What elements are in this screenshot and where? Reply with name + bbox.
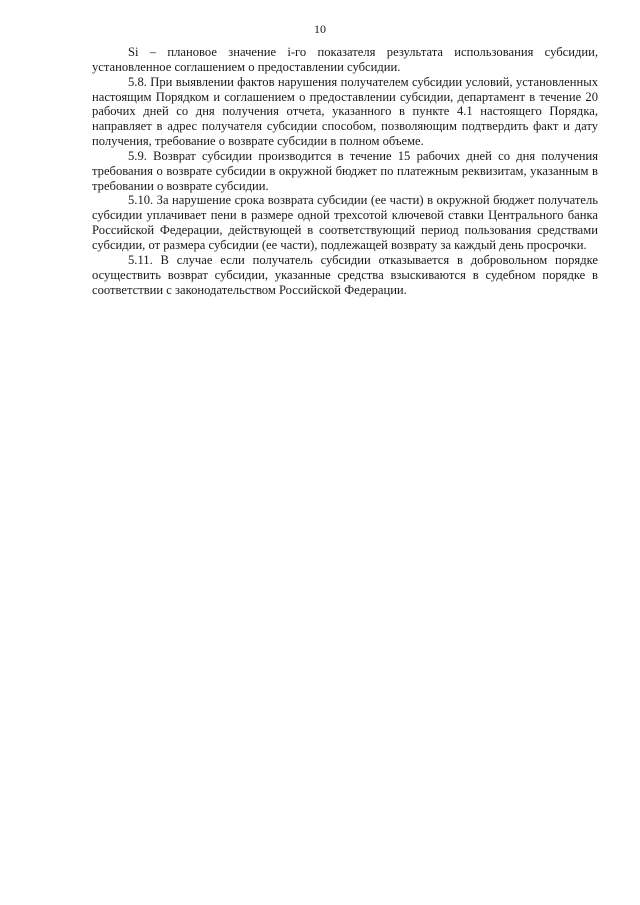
paragraph-5-10: 5.10. За нарушение срока возврата субсидии (ее части) в окружной бюджет получатель субсидии уплачивает пени в размере одной трехсотой ключевой ставки Центрального банка Российской Федерации, действующей в соответствующий период пользования средствами субсидии, от размера субсидии (ее части), подлежащей возврату за каждый день просрочки. <box>92 193 598 252</box>
page-number: 10 <box>314 22 326 36</box>
paragraph-5-8: 5.8. При выявлении фактов нарушения получателем субсидии условий, установленных настоящим Порядком и соглашением о предоставлении субсидии, департамент в течение 20 рабочих дней со дня получения отчета, указанного в пункте 4.1 настоящего Порядка, направляет в адрес получателя субсидии способом, позволяющим подтвердить факт и дату получения, требование о возврате субсидии в полном объеме. <box>92 74 598 149</box>
paragraph-si-definition: Si – плановое значение i-го показателя результата использования субсидии, установленное соглашением о предоставлении субсидии. <box>92 45 598 74</box>
paragraph-5-11: 5.11. В случае если получатель субсидии отказывается в добровольном порядке осуществить возврат субсидии, указанные средства взыскиваются в судебном порядке в соответствии с законодательством Российской Федерации. <box>92 252 598 297</box>
paragraph-5-9: 5.9. Возврат субсидии производится в течение 15 рабочих дней со дня получения требования о возврате субсидии в окружной бюджет по платежным реквизитам, указанным в требовании о возврате субсидии. <box>92 148 598 193</box>
document-body <box>92 45 598 297</box>
